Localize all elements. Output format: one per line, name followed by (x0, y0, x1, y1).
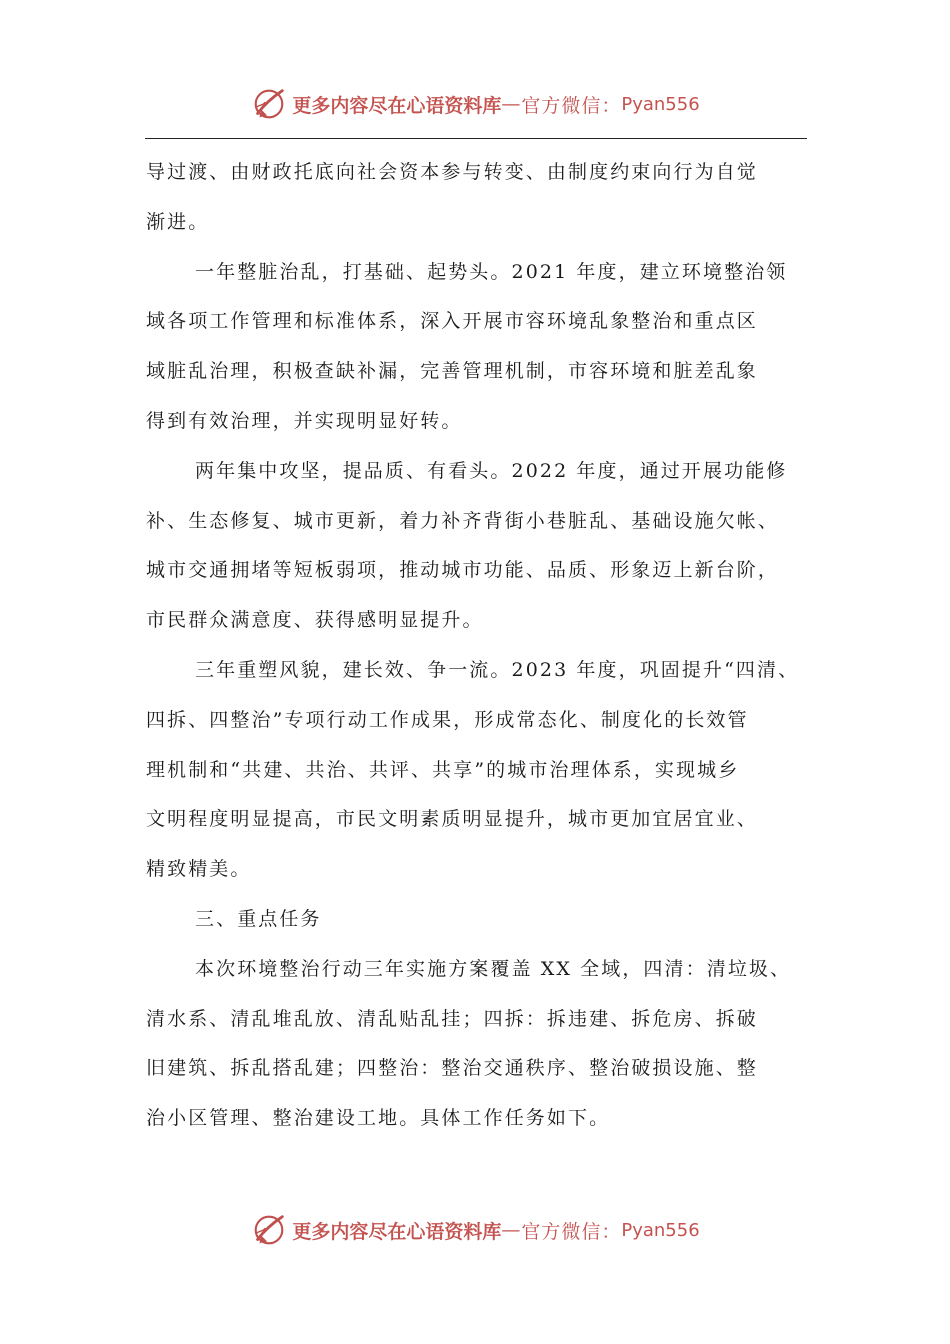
watermark-wechat-id: Pyan556 (621, 1219, 700, 1241)
text-line: 治小区管理、整治建设工地。具体工作任务如下。 (146, 1107, 611, 1130)
body-text (146, 148, 846, 1144)
text-line: 两年集中攻坚，提品质、有看头。2022 年度，通过开展功能修 (195, 459, 788, 482)
watermark-sub-text: 官方微信： (521, 94, 622, 117)
text-line: 文明程度明显提高，市民文明素质明显提升，城市更加宜居宜业、 (146, 808, 758, 831)
header-divider (145, 138, 807, 139)
text-line: 补、生态修复、城市更新，着力补齐背街小巷脏乱、基础设施欠帐、 (146, 509, 780, 532)
text-line: 旧建筑、拆乱搭乱建；四整治：整治交通秩序、整治破损设施、整 (146, 1057, 758, 1080)
text-line: 精致精美。 (146, 858, 252, 881)
text-line: 域脏乱治理，积极查缺补漏，完善管理机制，市容环境和脏差乱象 (146, 360, 758, 383)
brush-pen-logo-icon (250, 1211, 288, 1249)
text-line: 三年重塑风貌，建长效、争一流。2023 年度，巩固提升“四清、 (195, 658, 800, 681)
watermark-dash: — (501, 93, 522, 115)
footer-watermark (0, 1210, 950, 1250)
watermark-wechat-id: Pyan556 (621, 93, 700, 115)
text-line: 域各项工作管理和标准体系，深入开展市容环境乱象整治和重点区 (146, 310, 758, 333)
watermark-main-text: 更多内容尽在心语资料库 (292, 1220, 502, 1243)
text-line: 四拆、四整治”专项行动工作成果，形成常态化、制度化的长效管 (146, 708, 749, 731)
text-line: 清水系、清乱堆乱放、清乱贴乱挂；四拆：拆违建、拆危房、拆破 (146, 1007, 758, 1030)
text-line: 理机制和“共建、共治、共评、共享”的城市治理体系，实现城乡 (146, 758, 740, 781)
watermark-dash: — (501, 1219, 522, 1241)
watermark-main-text: 更多内容尽在心语资料库 (292, 94, 502, 117)
brush-pen-logo-icon (250, 85, 288, 123)
text-line: 一年整脏治乱，打基础、起势头。2021 年度，建立环境整治领 (195, 260, 788, 283)
watermark-sub-text: 官方微信： (521, 1220, 622, 1243)
text-line: 市民群众满意度、获得感明显提升。 (146, 609, 484, 632)
text-line: 得到有效治理，并实现明显好转。 (146, 409, 463, 432)
header-watermark (0, 84, 950, 124)
text-line: 渐进。 (146, 210, 210, 233)
text-line: 导过渡、由财政托底向社会资本参与转变、由制度约束向行为自觉 (146, 161, 758, 183)
text-line: 城市交通拥堵等短板弱项，推动城市功能、品质、形象迈上新台阶， (146, 559, 780, 582)
text-line: 本次环境整治行动三年实施方案覆盖 XX 全域，四清：清垃圾、 (195, 957, 792, 980)
section-heading: 三、重点任务 (195, 907, 322, 930)
